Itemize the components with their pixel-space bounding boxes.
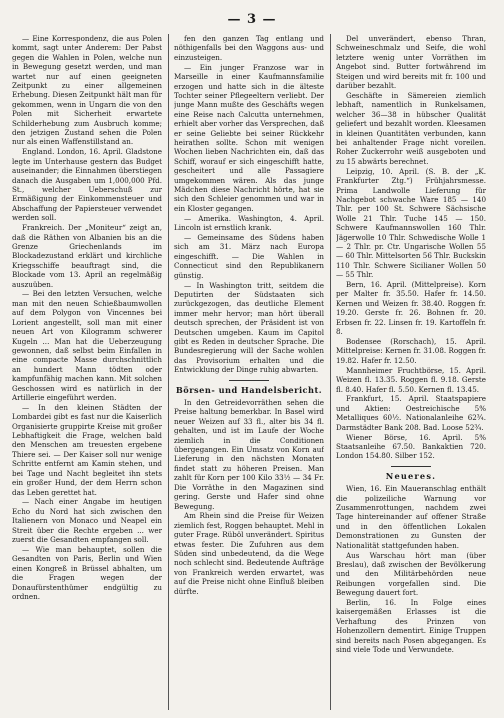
column-3 — [336, 34, 486, 710]
article-paragraph: Berlin, 16. In Folge eines kaisergemäßen Erlasses ist die Verhaftung des Prinzen von Hohenzollern dementirt. Einige Truppen sind bereits nach Posen abgegangen. Es sind viele Tode und Verwundete. — [336, 598, 486, 655]
article-paragraph: Bodensee (Rorschach), 15. April. Mittelpreise: Kernen fr. 31.08. Roggen fr. 19.82. Hafer fr. 12.50. — [336, 337, 486, 365]
page-number: — 3 — — [227, 12, 277, 27]
article-paragraph: Geschäfte in Sämereien ziemlich lebhaft, namentlich in Runkelsamen, welcher 36—38 in hübscher Qualität geliefert und bezahlt worden. Kleesamen in kleinen Quantitäten verbunden, kann bei anhaltender Frage nicht voreilen. Roher Zuckerrohr weiß ausgeboten und zu 15 abwärts berechnet. — [336, 90, 486, 166]
section-divider — [391, 466, 431, 467]
article-paragraph: Del unverändert, ebenso Thran, Schweineschmalz und Seife, die wohl letztere wenig unter Vorräthen im Angebot sind. Butter fortwährend im Steigen und wird bereits mit fr. 100 und darüber bezahlt. — [336, 34, 486, 91]
article-paragraph: Am Rhein sind die Preise für Weizen ziemlich fest, Roggen behauptet. Mehl in guter Frage. Rüböl unverändert. Spiritus etwas fester. Die Zufuhren aus dem Süden sind unbedeutend, da die Wege noch schlecht sind. Bedeutende Aufträge von Frankreich werden erwartet, was auf die Preise nicht ohne Einfluß bleiben dürfte. — [174, 511, 324, 596]
article-paragraph: — Eine Korrespondenz, die aus Polen kommt, sagt unter Anderem: Der Pabst gegen die Wahlen in Polen, welche nun in Bewegung gesetzt werden, und man wartet nur auf einen geeigneten Zeitpunkt zu einer allgemeinen Erhebung. Diesen Zeitpunkt hält man für gekommen, wenn in Ungarn die von den Polen mit Sicherheit erwartete Schilderhebung zum Ausbruch komme; den jetzigen Zustand sehen die Polen nur als einen Waffenstillstand an. — [12, 34, 162, 147]
article-paragraph: Bern, 16. April. (Mittelpreise). Korn per Malter fr. 35.50. Hafer fr. 14.50. Kernen und Weizen fr. 38.40. Roggen fr. 19.20. Gerste fr. 26. Bohnen fr. 20. Erbsen fr. 22. Linsen fr. 19. Kartoffeln fr. 8. — [336, 280, 486, 337]
article-paragraph: Frankreich. Der „Moniteur“ zeigt an, daß die Räthen von Albanien bis an die Grenze Griechenlands im Blockadezustand erklärt und kirchliche Kriegsschiffe beauftragt sind, die Blockade vom 13. April an regelmäßig auszuüben. — [12, 223, 162, 289]
article-paragraph: — In Washington tritt, seitdem die Deputirten der Südstaaten sich zurückgezogen, das deutliche Element immer mehr hervor; man hört überall deutsch sprechen, der Präsident ist von Deutschen umgeben. Kaum im Capitol gibt es Reden in deutscher Sprache. Die Bundesregierung will der Sache wohlen das Provisorium erhalten und die Entwicklung der Dinge ruhig abwarten. — [174, 280, 324, 375]
column-2 — [174, 34, 324, 710]
article-paragraph: Aus Warschau hört man (über Breslau), daß zwischen der Bevölkerung und den Militärbehörden neue Reibungen vorgefallen sind. Die Bewegung dauert fort. — [336, 550, 486, 598]
article-paragraph: — Gemeinsame des Südens haben sich am 31. März nach Europa eingeschifft. — Die Wahlen in Connecticut sind den Republikanern günstig. — [174, 233, 324, 280]
article-paragraph: — Wie man behauptet, sollen die Gesandten von Paris, Berlin und Wien einen Kongreß in Brüssel abhalten, um die Fragen wegen der Donaufürstenthümer endgültig zu ordnen. — [12, 544, 162, 601]
article-paragraph: Leipzig, 10. April. (S. B. der „K. Frankfurter Ztg.“) Frühjahrsmesse. Prima Landwolle Lieferung für Nachgebot schwache Ware 185 — 140 Thlr. per 100 St. Schwere Sächsische Wolle 21 Thlr. Tuche 145 — 150. Schwere Kaufmannswollen 160 Thlr. Jägerwolle 10 Thlr. Schwedische Wolle 1 — 2 Thlr. pr. Ctr. Ungarische Wollen 55 — 60 Thlr. Mittelsorten 56 Thlr. Buckskin 110 Thlr. Schwere Sicilianer Wollen 50 — 55 Thlr. — [336, 166, 486, 280]
article-paragraph: Wien, 16. Ein Maueranschlag enthält die polizeiliche Warnung vor Zusammenrottungen, nachdem zwei Tage hintereinander auf offener Straße und in den öffentlichen Lokalen Demonstrationen zu Gunsten der Nationalität stattgefunden haben. — [336, 484, 486, 550]
article-paragraph: Wiener Börse, 16. April. 5% Staatsanleihe 67.50. Bankaktien 720. London 154.80. Silber 152. — [336, 432, 486, 461]
article-paragraph: fen den ganzen Tag entlang und nöthigenfalls bei den Waggons aus- und einzusteigen. — [174, 34, 324, 62]
column-rule — [168, 34, 169, 710]
article-paragraph: — Ein junger Franzose war in Marseille in einer Kaufmannsfamilie erzogen und hatte sich in die älteste Tochter seiner Pflegeeltern verliebt. Der junge Mann mußte des Geschäfts wegen eine Reise nach Calcutta unternehmen, erhielt aber vorher das Versprechen, daß er seine Geliebte bei seiner Rückkehr heirathen sollte. Schon mit wenigen Wochen lieben Nachrichten ein, daß das Schiff, worauf er sich eingeschifft hatte, gescheitert und alle Passagiere umgekommen wären. Als das junge Mädchen diese Nachricht hörte, hat sie sich den Schleier genommen und war in ein Kloster gegangen. — [174, 62, 324, 213]
column-rule — [330, 34, 331, 710]
article-paragraph: — Amerika. Washington, 4. April. Lincoln ist ernstlich krank. — [174, 213, 324, 233]
article-paragraph: England. London, 16. April. Gladstone legte im Unterhause gestern das Budget auseinander; die Einnahmen überstiegen danach die Ausgaben um 1,000,000 Pfd. St., welcher Ueberschuß zur Ermäßigung der Einkommensteuer und Abschaffung der Papiersteuer verwendet werden soll. — [12, 147, 162, 223]
article-paragraph: — In den kleinen Städten der Lombardei gibt es fast nur die Kaiserlich Organisierte gruppirte Kreise mit großer Lebhaftigkeit die Frage, welchen bald den Menschen am treuesten ergebene Thiere sei. — Der Kaiser soll nur wenige Schritte entfernt am Kamin stehen, und bei Tage und Nacht begleitet ihn stets ein großer Hund, der dem Herrn schon das Leben gerettet hat. — [12, 402, 162, 497]
section-heading-market-report: Börsen- und Handelsbericht. — [175, 384, 323, 395]
article-paragraph: Frankfurt, 15. April. Staatspapiere und Aktien: Oestreichische 5% Metalliques 60½. Nationalanleihe 62¾. Darmstädter Bank 208. Bad. Loose 52¾. — [336, 394, 486, 432]
article-paragraph: Mannheimer Fruchtbörse, 15. April. Weizen fl. 13.35. Roggen fl. 9.18. Gerste fl. 8.40. Hafer fl. 5.50. Kernen fl. 13.45. — [336, 365, 486, 394]
column-1 — [12, 34, 162, 710]
section-divider — [229, 380, 269, 381]
article-paragraph: In den Getreidevorräthen sehen die Preise haltung bemerkbar. In Basel wird neuer Weizen auf 33 fl., alter bis 34 fl. gehalten, und ist im Laufe der Woche ziemlich in die Conditionen übergegangen. Ein Umsatz von Korn auf Lieferung in den nächsten Monaten findet statt zu höheren Preisen. Man zahlt für Korn per 100 Kilo 33½ — 34 Fr. Die Vorräthe in den Magazinen sind gering. Gerste und Hafer sind ohne Bewegung. — [174, 398, 324, 511]
section-heading-latest-news: Neueres. — [385, 470, 437, 481]
article-paragraph: — Nach einer Angabe im heutigen Echo du Nord hat sich zwischen den Italienern von Monaco und Neapel ein Streit über die Rechte ergeben ... wer zuerst die Gesandten empfangen soll. — [12, 497, 162, 545]
article-paragraph: — Bei den letzten Versuchen, welche man mit den neuen Schießbaumwollen auf dem Polygon von Vincennes bei Lorient angestellt, soll man mit einer neuen Art von Kilogramm schwerer Kugeln ... Man hat die Ueberzeugung gewonnen, daß selbst beim Einfallen in eine compacte Masse durchschnittlich an hundert Mann tödten oder kampfunfähig machen kann. Mit solchen Geschossen wird es natürlich in der Artillerie eingeführt werden. — [12, 289, 162, 402]
